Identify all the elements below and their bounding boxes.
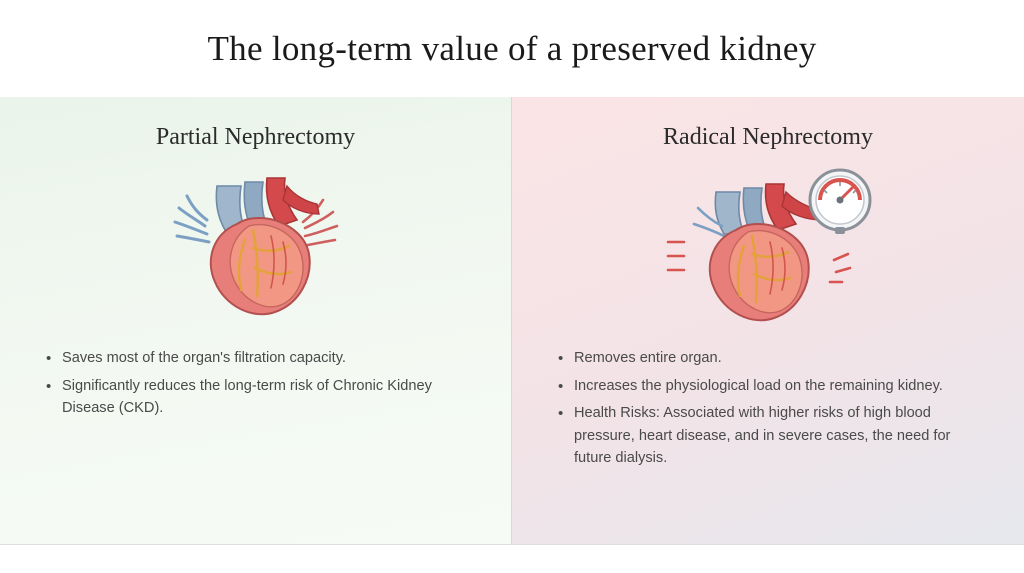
bullet-list-partial (0, 347, 511, 420)
list-item: • Saves most of the organ's filtration capacity. (46, 347, 471, 370)
heart-anatomy-with-gauge-icon (512, 151, 1024, 341)
pressure-gauge-icon (810, 170, 870, 234)
page-title: The long-term value of a preserved kidney (207, 28, 817, 68)
list-item: • Removes entire organ. (558, 347, 984, 370)
title-bar (0, 0, 1024, 97)
heart-anatomy-icon (0, 151, 511, 341)
list-item: • Health Risks: Associated with higher risks of high blood pressure, heart disease, and in severe cases, the need for future dialysis. (558, 402, 984, 470)
bullet-list-radical (512, 347, 1024, 470)
panel-heading-radical: Radical Nephrectomy (663, 124, 873, 150)
footer-strip (0, 544, 1024, 573)
comparison-panels (0, 97, 1024, 544)
list-item: • Significantly reduces the long-term risk of Chronic Kidney Disease (CKD). (46, 375, 471, 420)
list-item: • Increases the physiological load on the remaining kidney. (558, 375, 984, 398)
panel-partial-nephrectomy (0, 97, 512, 544)
panel-radical-nephrectomy (512, 97, 1024, 544)
panel-heading-partial: Partial Nephrectomy (155, 124, 356, 150)
